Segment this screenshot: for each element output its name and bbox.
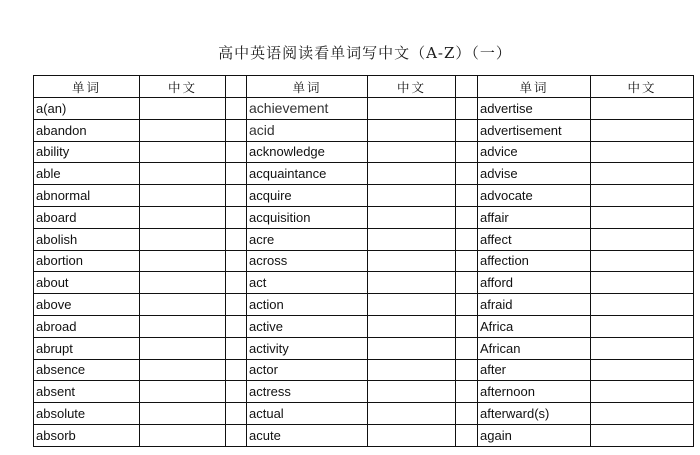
table-row: [34, 141, 694, 163]
gap-cell: [226, 403, 247, 425]
gap-cell: [226, 315, 247, 337]
gap-cell: [226, 119, 247, 141]
header-word: 单词: [478, 76, 591, 98]
chinese-answer-cell[interactable]: [140, 337, 226, 359]
gap-cell: [456, 337, 478, 359]
chinese-answer-cell[interactable]: [140, 359, 226, 381]
chinese-answer-cell[interactable]: [591, 98, 694, 120]
chinese-answer-cell[interactable]: [140, 381, 226, 403]
chinese-answer-cell[interactable]: [591, 424, 694, 446]
chinese-answer-cell[interactable]: [591, 206, 694, 228]
gap-cell: [456, 424, 478, 446]
chinese-answer-cell[interactable]: [368, 141, 456, 163]
word-cell: acre: [247, 228, 368, 250]
word-cell: above: [34, 294, 140, 316]
word-cell: active: [247, 315, 368, 337]
chinese-answer-cell[interactable]: [368, 381, 456, 403]
gap-cell: [226, 337, 247, 359]
chinese-answer-cell[interactable]: [591, 141, 694, 163]
gap-cell: [456, 228, 478, 250]
word-cell: able: [34, 163, 140, 185]
gap-cell: [226, 76, 247, 98]
chinese-answer-cell[interactable]: [591, 359, 694, 381]
word-cell: abandon: [34, 119, 140, 141]
chinese-answer-cell[interactable]: [140, 250, 226, 272]
header-chinese: 中文: [591, 76, 694, 98]
table-row: [34, 381, 694, 403]
table-row: [34, 206, 694, 228]
table-row: [34, 250, 694, 272]
gap-cell: [456, 98, 478, 120]
chinese-answer-cell[interactable]: [140, 315, 226, 337]
word-cell: advertisement: [478, 119, 591, 141]
table-row: [34, 98, 694, 120]
header-chinese: 中文: [140, 76, 226, 98]
table-row: [34, 163, 694, 185]
word-cell: afraid: [478, 294, 591, 316]
word-cell: affection: [478, 250, 591, 272]
gap-cell: [226, 250, 247, 272]
chinese-answer-cell[interactable]: [591, 337, 694, 359]
word-cell: afternoon: [478, 381, 591, 403]
table-row: [34, 424, 694, 446]
table-row: [34, 359, 694, 381]
chinese-answer-cell[interactable]: [591, 294, 694, 316]
word-cell: abortion: [34, 250, 140, 272]
chinese-answer-cell[interactable]: [140, 294, 226, 316]
chinese-answer-cell[interactable]: [591, 119, 694, 141]
word-cell: ability: [34, 141, 140, 163]
gap-cell: [456, 206, 478, 228]
chinese-answer-cell[interactable]: [140, 206, 226, 228]
table-row: [34, 185, 694, 207]
chinese-answer-cell[interactable]: [140, 98, 226, 120]
gap-cell: [226, 163, 247, 185]
chinese-answer-cell[interactable]: [368, 185, 456, 207]
chinese-answer-cell[interactable]: [140, 228, 226, 250]
gap-cell: [456, 272, 478, 294]
gap-cell: [226, 424, 247, 446]
gap-cell: [456, 403, 478, 425]
gap-cell: [456, 185, 478, 207]
word-cell: afford: [478, 272, 591, 294]
word-cell: absent: [34, 381, 140, 403]
document-title: 高中英语阅读看单词写中文（A-Z）（一）: [218, 44, 512, 62]
word-cell: acknowledge: [247, 141, 368, 163]
chinese-answer-cell[interactable]: [591, 381, 694, 403]
gap-cell: [226, 228, 247, 250]
word-cell: acute: [247, 424, 368, 446]
word-cell: affect: [478, 228, 591, 250]
chinese-answer-cell[interactable]: [368, 294, 456, 316]
word-cell: actor: [247, 359, 368, 381]
word-cell: abnormal: [34, 185, 140, 207]
chinese-answer-cell[interactable]: [140, 403, 226, 425]
table-row: [34, 119, 694, 141]
word-cell: acquaintance: [247, 163, 368, 185]
chinese-answer-cell[interactable]: [591, 185, 694, 207]
gap-cell: [456, 141, 478, 163]
chinese-answer-cell[interactable]: [368, 272, 456, 294]
vocabulary-table: [33, 75, 694, 447]
word-cell: aboard: [34, 206, 140, 228]
chinese-answer-cell[interactable]: [591, 272, 694, 294]
word-cell: abolish: [34, 228, 140, 250]
word-cell: advise: [478, 163, 591, 185]
chinese-answer-cell[interactable]: [368, 424, 456, 446]
chinese-answer-cell[interactable]: [591, 315, 694, 337]
gap-cell: [226, 141, 247, 163]
word-cell: Africa: [478, 315, 591, 337]
gap-cell: [226, 98, 247, 120]
table-row: [34, 403, 694, 425]
chinese-answer-cell[interactable]: [368, 119, 456, 141]
gap-cell: [456, 250, 478, 272]
gap-cell: [456, 315, 478, 337]
gap-cell: [456, 119, 478, 141]
word-cell: absence: [34, 359, 140, 381]
word-cell: advertise: [478, 98, 591, 120]
table-row: [34, 228, 694, 250]
word-cell: advocate: [478, 185, 591, 207]
word-cell: absorb: [34, 424, 140, 446]
chinese-answer-cell[interactable]: [368, 250, 456, 272]
word-cell: achievement: [247, 98, 368, 120]
chinese-answer-cell[interactable]: [140, 185, 226, 207]
chinese-answer-cell[interactable]: [368, 228, 456, 250]
chinese-answer-cell[interactable]: [591, 403, 694, 425]
word-cell: actual: [247, 403, 368, 425]
chinese-answer-cell[interactable]: [140, 424, 226, 446]
chinese-answer-cell[interactable]: [368, 163, 456, 185]
word-cell: acquire: [247, 185, 368, 207]
table-row: [34, 315, 694, 337]
gap-cell: [456, 163, 478, 185]
gap-cell: [226, 185, 247, 207]
gap-cell: [226, 206, 247, 228]
word-cell: acid: [247, 119, 368, 141]
word-cell: activity: [247, 337, 368, 359]
gap-cell: [226, 359, 247, 381]
chinese-answer-cell[interactable]: [368, 403, 456, 425]
chinese-answer-cell[interactable]: [140, 272, 226, 294]
gap-cell: [456, 294, 478, 316]
word-cell: actress: [247, 381, 368, 403]
table-row: [34, 294, 694, 316]
chinese-answer-cell[interactable]: [140, 141, 226, 163]
chinese-answer-cell[interactable]: [368, 206, 456, 228]
chinese-answer-cell[interactable]: [591, 228, 694, 250]
gap-cell: [226, 272, 247, 294]
word-cell: affair: [478, 206, 591, 228]
word-cell: about: [34, 272, 140, 294]
chinese-answer-cell[interactable]: [140, 163, 226, 185]
word-cell: abrupt: [34, 337, 140, 359]
header-word: 单词: [34, 76, 140, 98]
word-cell: abroad: [34, 315, 140, 337]
word-cell: acquisition: [247, 206, 368, 228]
word-cell: action: [247, 294, 368, 316]
gap-cell: [456, 381, 478, 403]
chinese-answer-cell[interactable]: [368, 98, 456, 120]
word-cell: act: [247, 272, 368, 294]
table-row: [34, 337, 694, 359]
word-cell: African: [478, 337, 591, 359]
word-cell: a(an): [34, 98, 140, 120]
gap-cell: [456, 359, 478, 381]
chinese-answer-cell[interactable]: [368, 359, 456, 381]
header-word: 单词: [247, 76, 368, 98]
chinese-answer-cell[interactable]: [368, 315, 456, 337]
word-cell: afterward(s): [478, 403, 591, 425]
word-cell: advice: [478, 141, 591, 163]
header-chinese: 中文: [368, 76, 456, 98]
word-cell: again: [478, 424, 591, 446]
gap-cell: [226, 294, 247, 316]
header-row: [34, 76, 694, 98]
chinese-answer-cell[interactable]: [368, 337, 456, 359]
chinese-answer-cell[interactable]: [591, 163, 694, 185]
gap-cell: [226, 381, 247, 403]
word-cell: after: [478, 359, 591, 381]
gap-cell: [456, 76, 478, 98]
chinese-answer-cell[interactable]: [140, 119, 226, 141]
word-cell: across: [247, 250, 368, 272]
word-cell: absolute: [34, 403, 140, 425]
table-row: [34, 272, 694, 294]
chinese-answer-cell[interactable]: [591, 250, 694, 272]
